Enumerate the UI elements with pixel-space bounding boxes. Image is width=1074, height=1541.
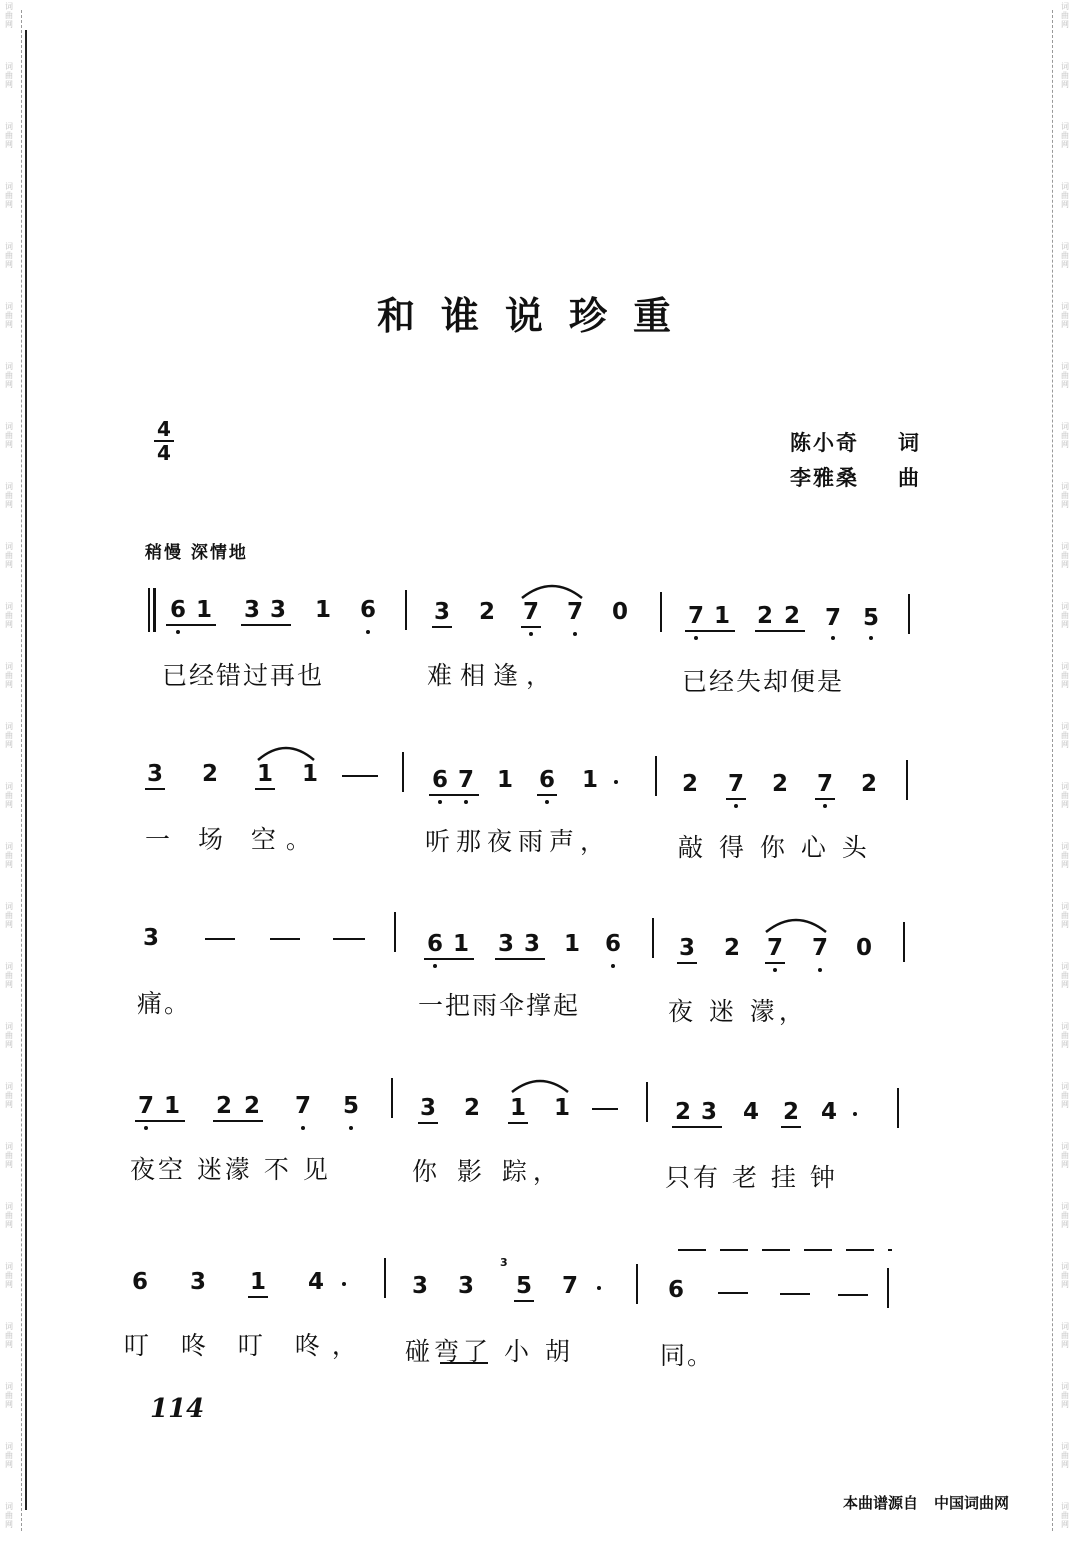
- note: 2: [783, 603, 800, 629]
- note: 6: [169, 597, 186, 623]
- lyric: 难相逢，: [427, 661, 560, 690]
- time-signature-top: 4: [157, 417, 171, 441]
- note: 2: [478, 599, 495, 625]
- note: 2: [674, 1099, 691, 1125]
- note: 1: [301, 761, 318, 787]
- note: 5: [515, 1273, 532, 1299]
- note: 7: [766, 935, 783, 961]
- tie-arc: [512, 1081, 568, 1092]
- note: 5: [342, 1093, 359, 1119]
- note: 2: [201, 761, 218, 787]
- note: 1: [249, 1269, 266, 1295]
- watermark-text: 词 曲 网: [1061, 1322, 1069, 1349]
- source-attribution: [843, 1492, 1009, 1513]
- watermark-text: 词 曲 网: [5, 1442, 13, 1469]
- tie-arc: [258, 748, 314, 760]
- note: 3: [700, 1099, 717, 1125]
- note: 6: [667, 1277, 684, 1303]
- note: 2: [771, 771, 788, 797]
- note: 1: [509, 1095, 526, 1121]
- note: 1: [314, 597, 331, 623]
- note: 6: [431, 767, 448, 793]
- note: 7: [727, 771, 744, 797]
- note: 4: [742, 1099, 759, 1125]
- watermark-text: 词 曲 网: [1061, 242, 1069, 269]
- page-number: 114: [150, 1394, 205, 1424]
- watermark-text: 词 曲 网: [1061, 1142, 1069, 1169]
- note: 7: [811, 935, 828, 961]
- song-title: 和谁说珍重: [376, 293, 697, 338]
- note: 3: [243, 597, 260, 623]
- note: 6: [426, 931, 443, 957]
- note: 1: [163, 1093, 180, 1119]
- lyric: 叮 咚 叮 咚，: [124, 1331, 369, 1360]
- note: 7: [561, 1273, 578, 1299]
- watermark-text: 词 曲 网: [1061, 482, 1069, 509]
- watermark-text: 词 曲 网: [1061, 962, 1069, 989]
- lyricist-name: 陈小奇: [790, 430, 859, 455]
- note: 0: [855, 935, 872, 961]
- note: 3: [433, 599, 450, 625]
- note: 1: [496, 767, 513, 793]
- watermark-text: 词 曲 网: [5, 662, 13, 689]
- watermark-text: 词 曲 网: [5, 842, 13, 869]
- watermark-text: 词 曲 网: [5, 1262, 13, 1289]
- watermark-text: 词 曲 网: [5, 1202, 13, 1229]
- watermark-text: 词 曲 网: [1061, 2, 1069, 29]
- composer-role: 曲: [898, 465, 921, 490]
- note: 2: [723, 935, 740, 961]
- watermark-text: 词 曲 网: [5, 2, 13, 29]
- watermark-text: 词 曲 网: [1061, 602, 1069, 629]
- time-signature-bottom: 4: [157, 441, 171, 465]
- tempo-marking: 稍慢 深情地: [145, 543, 248, 563]
- note: 3: [269, 597, 286, 623]
- note: 6: [359, 597, 376, 623]
- note: 7: [816, 771, 833, 797]
- watermark-text: 词 曲 网: [1061, 122, 1069, 149]
- lyric: 痛。: [137, 989, 192, 1018]
- note: 7: [137, 1093, 154, 1119]
- note: 1: [553, 1095, 570, 1121]
- tie-arc: [522, 586, 582, 598]
- note: 6: [604, 931, 621, 957]
- watermark-text: 词 曲 网: [1061, 722, 1069, 749]
- note: 1: [581, 767, 598, 793]
- watermark-text: 词 曲 网: [1061, 362, 1069, 389]
- watermark-text: 词 曲 网: [5, 1502, 13, 1529]
- watermark-text: 词 曲 网: [1061, 902, 1069, 929]
- watermark-text: 词 曲 网: [5, 1322, 13, 1349]
- note: 2: [681, 771, 698, 797]
- note: 5: [862, 605, 879, 631]
- note: 2: [860, 771, 877, 797]
- watermark-text: 词 曲 网: [5, 1022, 13, 1049]
- watermark-text: 词 曲 网: [1061, 1442, 1069, 1469]
- watermark-text: 词 曲 网: [5, 302, 13, 329]
- composer-name: 李雅桑: [790, 465, 859, 490]
- watermark-text: 词 曲 网: [1061, 1202, 1069, 1229]
- lyric: 夜空 迷濛 不 见: [130, 1155, 331, 1184]
- watermark-text: 词 曲 网: [1061, 302, 1069, 329]
- note: 7: [566, 599, 583, 625]
- note: 7: [294, 1093, 311, 1119]
- watermark-text: 词 曲 网: [1061, 542, 1069, 569]
- watermark-text: 词 曲 网: [5, 962, 13, 989]
- watermark-text: 词 曲 网: [5, 482, 13, 509]
- note: 2: [215, 1093, 232, 1119]
- note: 3: [142, 925, 159, 951]
- note: 3: [419, 1095, 436, 1121]
- watermark-text: 词 曲 网: [5, 1082, 13, 1109]
- watermark-text: 词 曲 网: [1061, 1022, 1069, 1049]
- watermark-text: 词 曲 网: [1061, 182, 1069, 209]
- source-label: 本曲谱源自: [843, 1494, 919, 1512]
- watermark-text: 词 曲 网: [1061, 1382, 1069, 1409]
- lyricist-role: 词: [898, 430, 921, 455]
- note: 2: [782, 1099, 799, 1125]
- watermark-text: 词 曲 网: [5, 62, 13, 89]
- lyric: 碰弯了 小 胡: [405, 1337, 574, 1366]
- note: 6: [131, 1269, 148, 1295]
- note: 3: [523, 931, 540, 957]
- note: 7: [687, 603, 704, 629]
- note: 1: [452, 931, 469, 957]
- lyric: 听那夜雨声，: [425, 827, 612, 856]
- watermark-text: 词 曲 网: [5, 1382, 13, 1409]
- note: 2: [243, 1093, 260, 1119]
- watermark-text: 词 曲 网: [5, 242, 13, 269]
- lyric: 同。: [660, 1341, 715, 1370]
- lyric: 一 场 空。: [145, 825, 321, 854]
- note: 4: [307, 1269, 324, 1295]
- note: 3: [189, 1269, 206, 1295]
- lyric: 敲 得 你 心 头: [678, 833, 871, 862]
- note: 1: [256, 761, 273, 787]
- lyric: 只有 老 挂 钟: [665, 1163, 838, 1192]
- note: 6: [538, 767, 555, 793]
- watermark-text: 词 曲 网: [1061, 1262, 1069, 1289]
- watermark-text: 词 曲 网: [1061, 842, 1069, 869]
- watermark-text: 词 曲 网: [5, 722, 13, 749]
- watermark-text: 词 曲 网: [1061, 62, 1069, 89]
- watermark-text: 词 曲 网: [1061, 422, 1069, 449]
- note: 1: [713, 603, 730, 629]
- lyric: 夜 迷 濛，: [668, 997, 808, 1026]
- note: 1: [563, 931, 580, 957]
- watermark-text: 词 曲 网: [1061, 1082, 1069, 1109]
- watermark-text: 词 曲 网: [5, 122, 13, 149]
- note: 1: [195, 597, 212, 623]
- note: 3: [146, 761, 163, 787]
- tie-arc: [766, 920, 826, 932]
- watermark-text: 词 曲 网: [5, 902, 13, 929]
- note: 0: [611, 599, 628, 625]
- note: 7: [522, 599, 539, 625]
- lyric: 已经错过再也: [162, 661, 325, 690]
- note: 2: [463, 1095, 480, 1121]
- note: 7: [457, 767, 474, 793]
- watermark-text: 词 曲 网: [1061, 662, 1069, 689]
- watermark-text: 词 曲 网: [1061, 1502, 1069, 1529]
- watermark-text: 词 曲 网: [5, 542, 13, 569]
- watermark-text: 词 曲 网: [5, 602, 13, 629]
- note: 4: [820, 1099, 837, 1125]
- note: 3: [497, 931, 514, 957]
- lyric: 一把雨伞撑起: [418, 991, 581, 1020]
- note: 3: [411, 1273, 428, 1299]
- note: 7: [824, 605, 841, 631]
- watermark-text: 词 曲 网: [5, 1142, 13, 1169]
- note: 2: [756, 603, 773, 629]
- watermark-text: 词 曲 网: [5, 182, 13, 209]
- lyric: 已经失却便是: [682, 667, 845, 696]
- watermark-text: 词 曲 网: [5, 362, 13, 389]
- watermark-text: 词 曲 网: [1061, 782, 1069, 809]
- grace-note: 3: [500, 1256, 508, 1269]
- note: 3: [678, 935, 695, 961]
- lyric: 你 影 踪，: [412, 1157, 564, 1186]
- note: 3: [457, 1273, 474, 1299]
- source-site: 中国词曲网: [934, 1494, 1010, 1512]
- watermark-text: 词 曲 网: [5, 782, 13, 809]
- watermark-text: 词 曲 网: [5, 422, 13, 449]
